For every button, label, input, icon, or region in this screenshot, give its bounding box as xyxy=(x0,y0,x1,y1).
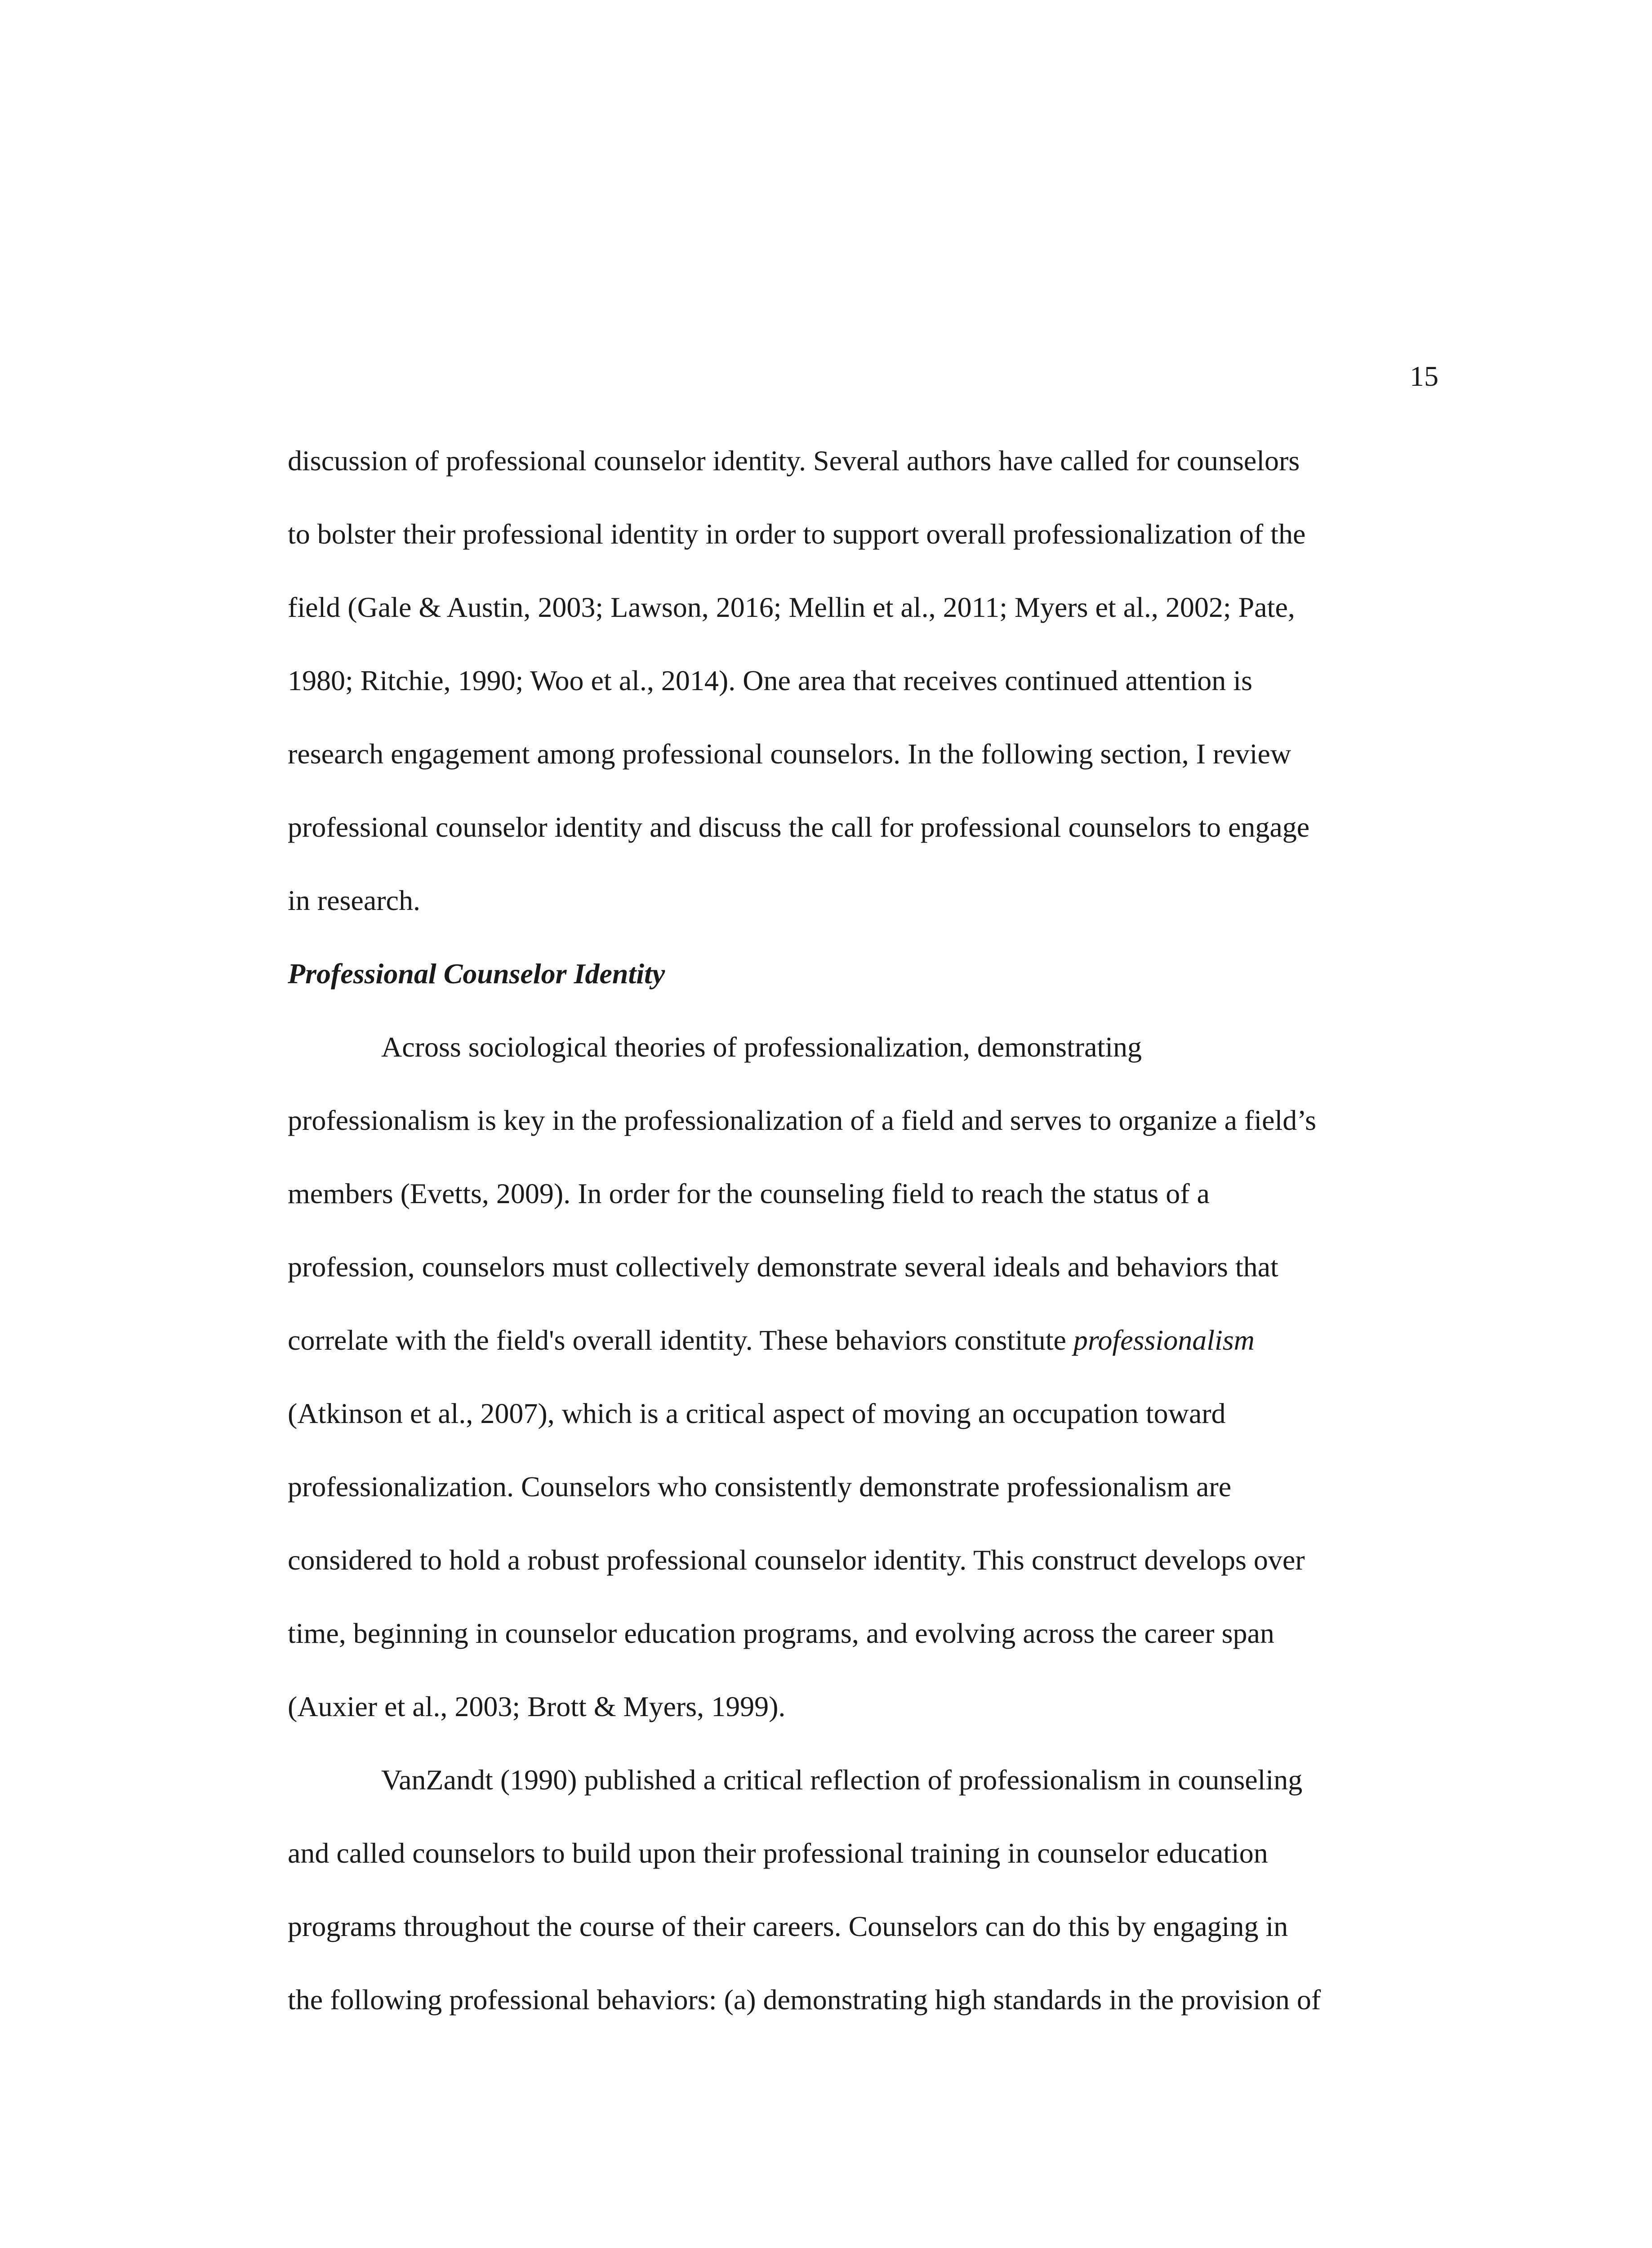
emphasized-term: professionalism xyxy=(1073,1324,1255,1356)
text-line: field (Gale & Austin, 2003; Lawson, 2016; Mellin et al., 2011; Myers et al., 2002; Pate, xyxy=(288,591,1295,623)
text-line: the following professional behaviors: (a) demonstrating high standards in the provision of xyxy=(288,1984,1321,2016)
text-line: considered to hold a robust professional counselor identity. This construct develops over xyxy=(288,1544,1305,1576)
text-line: research engagement among professional counselors. In the following section, I review xyxy=(288,738,1291,770)
paragraph-vanzandt xyxy=(288,1757,1438,2051)
paragraph-professionalism xyxy=(288,1025,1438,1757)
text-line: (Atkinson et al., 2007), which is a critical aspect of moving an occupation toward xyxy=(288,1397,1226,1429)
page-number: 15 xyxy=(1410,360,1438,392)
text-line: in research. xyxy=(288,884,420,916)
text-line: professionalization. Counselors who consistently demonstrate professionalism are xyxy=(288,1471,1232,1503)
body-text xyxy=(288,438,1438,2051)
text-line: programs throughout the course of their careers. Counselors can do this by engaging in xyxy=(288,1910,1288,1942)
text-line: Across sociological theories of professionalization, demonstrating xyxy=(381,1031,1142,1063)
text-line xyxy=(288,1318,1438,1391)
section-heading: Professional Counselor Identity xyxy=(288,958,665,990)
text-line: professionalism is key in the professionalization of a field and serves to organize a field’s xyxy=(288,1104,1316,1136)
text-line: (Auxier et al., 2003; Brott & Myers, 1999). xyxy=(288,1690,786,1722)
text-line: to bolster their professional identity in order to support overall professionalization of the xyxy=(288,518,1306,550)
text-line-start: correlate with the field's overall identity. These behaviors constitute xyxy=(288,1324,1073,1356)
paragraph-intro xyxy=(288,438,1438,951)
text-line: members (Evetts, 2009). In order for the counseling field to reach the status of a xyxy=(288,1178,1210,1209)
text-line: profession, counselors must collectively demonstrate several ideals and behaviors that xyxy=(288,1251,1278,1283)
text-line: time, beginning in counselor education programs, and evolving across the career span xyxy=(288,1617,1274,1649)
text-line: VanZandt (1990) published a critical reflection of professionalism in counseling xyxy=(381,1764,1303,1796)
text-line: professional counselor identity and discuss the call for professional counselors to engage xyxy=(288,811,1310,843)
text-line: and called counselors to build upon their professional training in counselor education xyxy=(288,1837,1268,1869)
text-line: discussion of professional counselor identity. Several authors have called for counselors xyxy=(288,445,1300,477)
text-line: 1980; Ritchie, 1990; Woo et al., 2014). One area that receives continued attention is xyxy=(288,665,1252,696)
